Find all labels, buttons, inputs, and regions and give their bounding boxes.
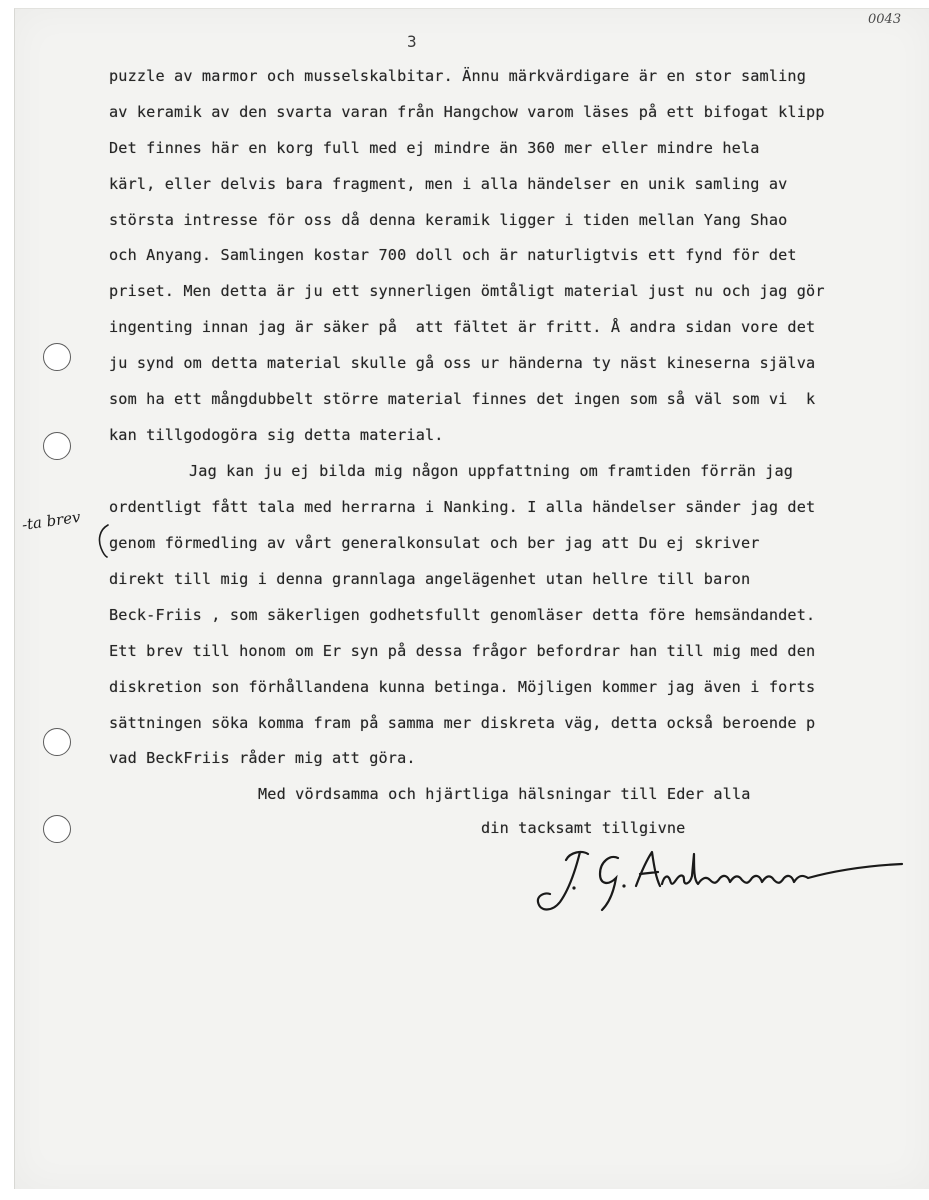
- punch-hole: [43, 343, 71, 371]
- punch-hole: [43, 728, 71, 756]
- text-line-15: direkt till mig i denna grannlaga angelägenhet utan hellre till baron: [109, 570, 751, 588]
- margin-bracket-mark: [96, 524, 110, 558]
- page-number: 3: [407, 32, 417, 51]
- text-line-9: ju synd om detta material skulle gå oss ur händerna ty näst kineserna själva: [109, 354, 816, 372]
- archive-number: 0043: [868, 12, 902, 27]
- text-line-16: Beck-Friis , som säkerligen godhetsfullt genomläser detta före hemsändandet.: [109, 606, 816, 624]
- text-line-11: kan tillgodogöra sig detta material.: [109, 426, 444, 444]
- handwritten-margin-note: -ta brev: [20, 507, 82, 534]
- text-line-19: sättningen söka komma fram på samma mer diskreta väg, detta också beroende p: [109, 714, 816, 732]
- text-line-8: ingenting innan jag är säker på att fältet är fritt. Å andra sidan vore det: [109, 318, 816, 336]
- text-line-12: Jag kan ju ej bilda mig någon uppfattning om framtiden förrän jag: [189, 462, 794, 480]
- text-line-3: Det finnes här en korg full med ej mindre än 360 mer eller mindre hela: [109, 139, 760, 157]
- text-line-5: största intresse för oss då denna keramik ligger i tiden mellan Yang Shao: [109, 211, 788, 229]
- text-line-7: priset. Men detta är ju ett synnerligen ömtåligt material just nu och jag gör: [109, 282, 825, 300]
- text-line-14: genom förmedling av vårt generalkonsulat och ber jag att Du ej skriver: [109, 534, 760, 552]
- text-line-18: diskretion son förhållandena kunna betinga. Möjligen kommer jag även i forts: [109, 678, 816, 696]
- closing-greeting: Med vördsamma och hjärtliga hälsningar till Eder alla: [258, 785, 751, 803]
- closing-valediction: din tacksamt tillgivne: [481, 819, 686, 837]
- punch-hole: [43, 815, 71, 843]
- handwritten-signature: [530, 840, 910, 920]
- text-line-2: av keramik av den svarta varan från Hangchow varom läses på ett bifogat klipp: [109, 103, 825, 121]
- text-line-20: vad BeckFriis råder mig att göra.: [109, 749, 416, 767]
- text-line-10: som ha ett mångdubbelt större material finnes det ingen som så väl som vi k: [109, 390, 816, 408]
- text-line-1: puzzle av marmor och musselskalbitar. Ännu märkvärdigare är en stor samling: [109, 67, 807, 85]
- text-line-17: Ett brev till honom om Er syn på dessa frågor befordrar han till mig med den: [109, 642, 816, 660]
- punch-hole: [43, 432, 71, 460]
- text-line-6: och Anyang. Samlingen kostar 700 doll och är naturligtvis ett fynd för det: [109, 246, 797, 264]
- text-line-13: ordentligt fått tala med herrarna i Nanking. I alla händelser sänder jag det: [109, 498, 816, 516]
- text-line-4: kärl, eller delvis bara fragment, men i alla händelser en unik samling av: [109, 175, 788, 193]
